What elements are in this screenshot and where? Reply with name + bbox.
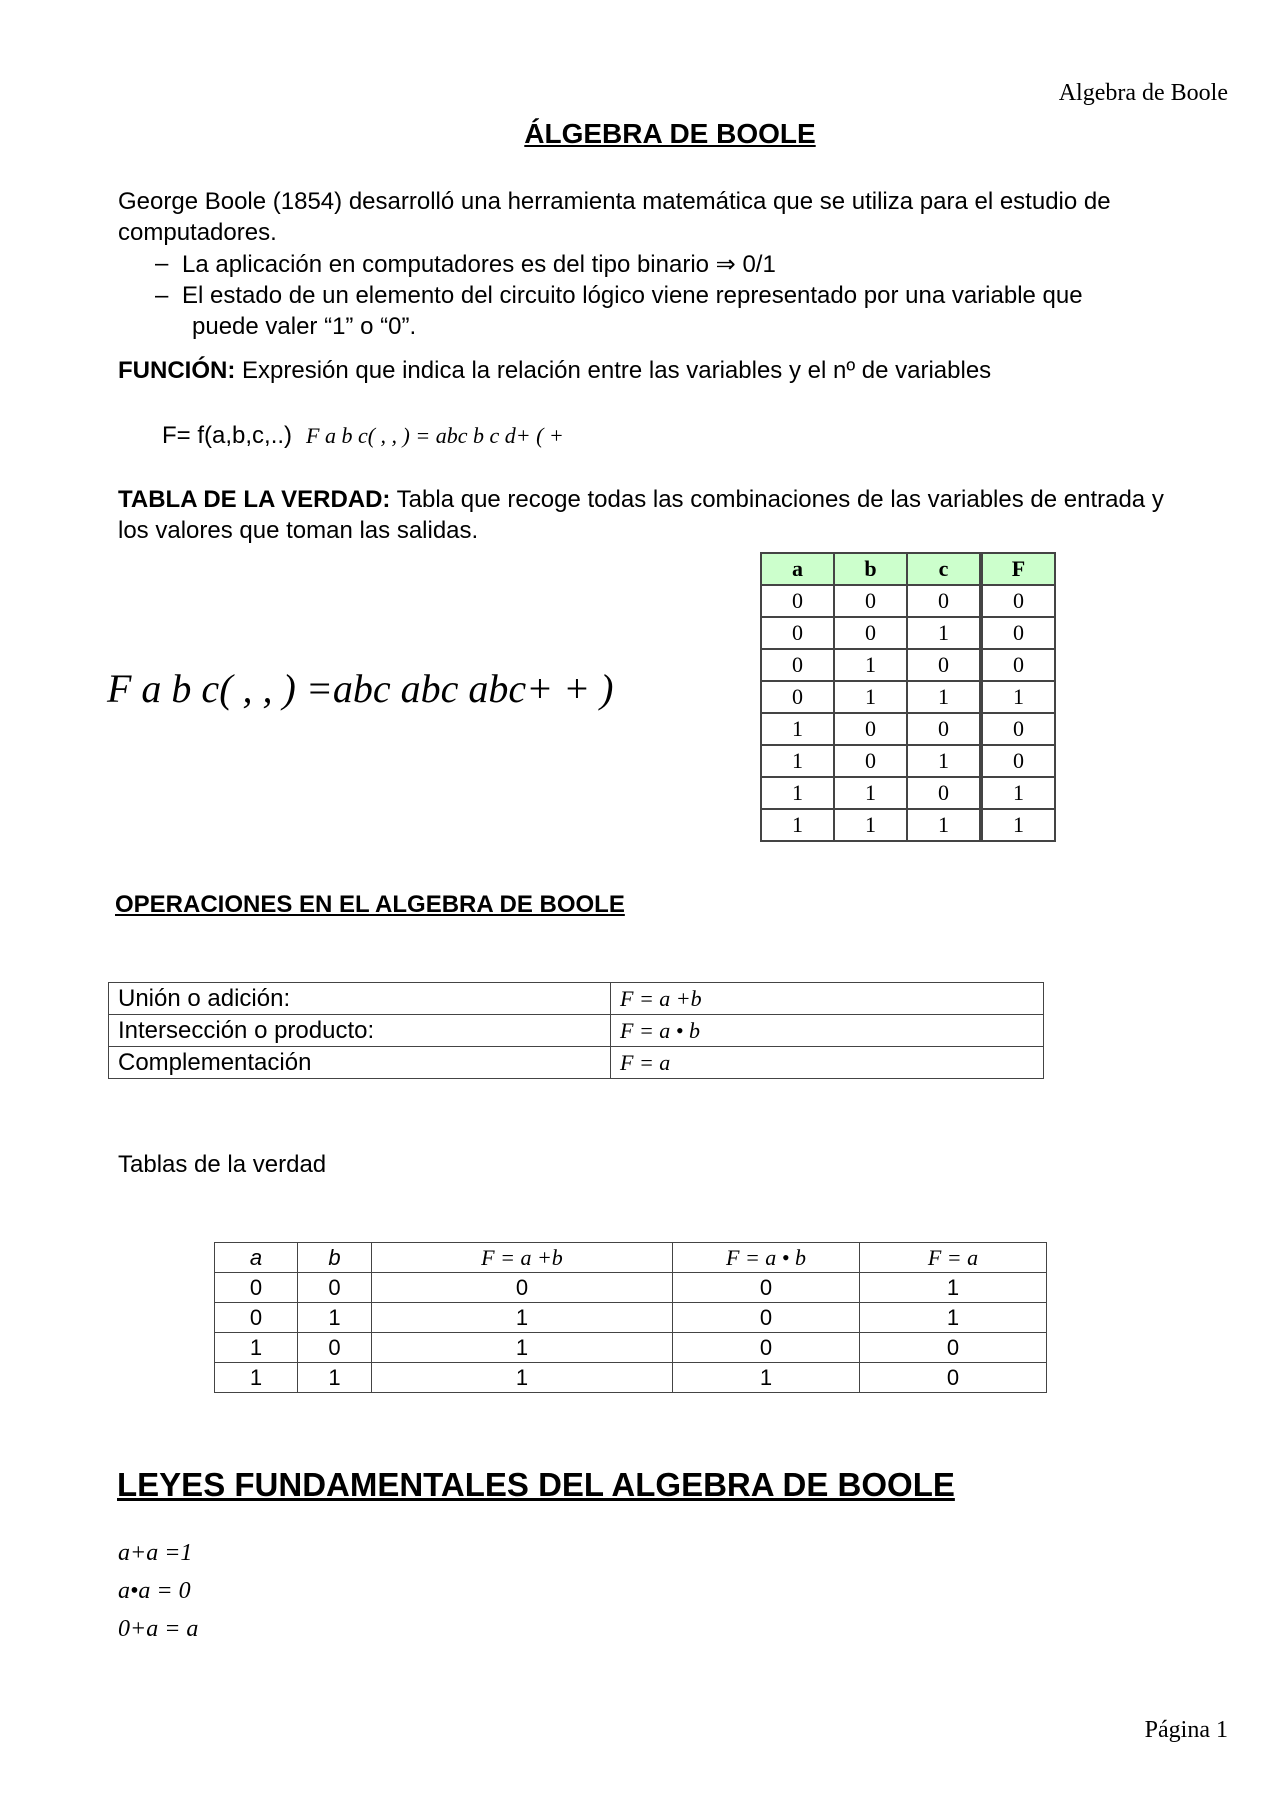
- table-cell: 1: [372, 1363, 673, 1393]
- table-cell: 0: [761, 585, 834, 617]
- header-cell: F = a: [860, 1243, 1047, 1273]
- table-header-row: [761, 553, 1055, 585]
- table-cell: 0: [907, 713, 981, 745]
- table-cell: 1: [834, 649, 907, 681]
- bullet-state-line-2: puede valer “1” o “0”.: [192, 313, 417, 340]
- table-header-row: [215, 1243, 1047, 1273]
- header-cell: F = a +b: [372, 1243, 673, 1273]
- table-cell: 1: [372, 1303, 673, 1333]
- laws-title: LEYES FUNDAMENTALES DEL ALGEBRA DE BOOLE: [117, 1466, 955, 1503]
- table-row: [215, 1363, 1047, 1393]
- table-cell: 0: [298, 1273, 372, 1303]
- funcion-text: Expresión que indica la relación entre las variables y el nº de variables: [235, 357, 992, 384]
- table-cell: 0: [215, 1303, 298, 1333]
- table-cell: 1: [215, 1363, 298, 1393]
- table-row: [215, 1273, 1047, 1303]
- table-row: [761, 585, 1055, 617]
- table-row: [109, 1047, 1044, 1079]
- table-cell: 0: [834, 617, 907, 649]
- table-cell: 1: [907, 681, 981, 713]
- table-cell: 0: [981, 745, 1055, 777]
- table-cell: 0: [860, 1333, 1047, 1363]
- table-cell: 1: [215, 1333, 298, 1363]
- truth-table: [760, 552, 1056, 842]
- table-cell: 1: [834, 681, 907, 713]
- table-cell: 0: [907, 777, 981, 809]
- truth-table-label: TABLA DE LA VERDAD:: [118, 486, 391, 513]
- table-cell: 1: [761, 809, 834, 841]
- operation-name: Unión o adición:: [109, 983, 611, 1015]
- table-row: [761, 777, 1055, 809]
- table-cell: 0: [673, 1333, 860, 1363]
- function-definition: F= f(a,b,c,..): [162, 422, 293, 449]
- table-row: [761, 713, 1055, 745]
- law-item: 0+a = a: [118, 1616, 199, 1642]
- header-cell: F: [981, 553, 1055, 585]
- table-row: [761, 745, 1055, 777]
- operation-name: Complementación: [109, 1047, 611, 1079]
- truth-table-text: Tabla que recoge todas las combinaciones de las variables de entrada y los valores que toman las salidas.: [118, 486, 1164, 544]
- table-cell: 1: [298, 1363, 372, 1393]
- operation-name: Intersección o producto:: [109, 1015, 611, 1047]
- table-cell: 1: [673, 1363, 860, 1393]
- table-row: [109, 983, 1044, 1015]
- header-cell: a: [761, 553, 834, 585]
- table-cell: 0: [761, 681, 834, 713]
- table-cell: 1: [761, 777, 834, 809]
- function-expression: F a b c( , , ) = abc b c d+ ( +: [306, 423, 564, 448]
- table-row: [761, 681, 1055, 713]
- law-item: a+a =1: [118, 1540, 193, 1566]
- truth-tables-label: Tablas de la verdad: [118, 1151, 327, 1178]
- table-cell: 1: [834, 777, 907, 809]
- operations-title: OPERACIONES EN EL ALGEBRA DE BOOLE: [115, 891, 625, 918]
- table-cell: 1: [907, 617, 981, 649]
- table-cell: 0: [298, 1333, 372, 1363]
- table-row: [761, 649, 1055, 681]
- table-cell: 0: [907, 649, 981, 681]
- bullet-binary: La aplicación en computadores es del tipo binario ⇒ 0/1: [182, 251, 776, 278]
- running-header: Algebra de Boole: [1058, 80, 1228, 106]
- header-cell: c: [907, 553, 981, 585]
- table-cell: 0: [834, 585, 907, 617]
- operation-formula: F = a: [611, 1047, 1044, 1079]
- table-cell: 1: [981, 777, 1055, 809]
- table-cell: 0: [372, 1273, 673, 1303]
- bullet-dash: –: [155, 282, 169, 309]
- table-row: [109, 1015, 1044, 1047]
- function-notation: [162, 422, 564, 450]
- table-cell: 1: [981, 681, 1055, 713]
- table-cell: 0: [981, 713, 1055, 745]
- operations-truth-table: [214, 1242, 1047, 1393]
- table-row: [215, 1303, 1047, 1333]
- table-cell: 1: [761, 745, 834, 777]
- table-row: [761, 809, 1055, 841]
- table-cell: 0: [981, 585, 1055, 617]
- intro-paragraph: George Boole (1854) desarrolló una herramienta matemática que se utiliza para el estudio de computadores.: [118, 188, 1111, 246]
- header-cell: F = a • b: [673, 1243, 860, 1273]
- header-cell: b: [298, 1243, 372, 1273]
- table-cell: 1: [907, 745, 981, 777]
- funcion-label: FUNCIÓN:: [118, 357, 236, 384]
- table-cell: 0: [673, 1273, 860, 1303]
- bullet-state-line-1: El estado de un elemento del circuito lógico viene representado por una variable que: [182, 282, 1083, 309]
- header-cell: b: [834, 553, 907, 585]
- table-cell: 0: [834, 713, 907, 745]
- table-cell: 0: [981, 649, 1055, 681]
- page-title: ÁLGEBRA DE BOOLE: [524, 118, 816, 149]
- table-cell: 0: [981, 617, 1055, 649]
- table-row: [761, 617, 1055, 649]
- law-item: a•a = 0: [118, 1578, 191, 1604]
- header-cell: a: [215, 1243, 298, 1273]
- example-formula: F a b c( , , ) =abc abc abc+ + ): [107, 666, 614, 711]
- table-cell: 0: [860, 1363, 1047, 1393]
- table-cell: 0: [907, 585, 981, 617]
- funcion-definition: [118, 357, 991, 385]
- operations-table: [108, 982, 1044, 1079]
- page-number: Página 1: [1144, 1717, 1228, 1743]
- table-cell: 0: [761, 649, 834, 681]
- bullet-dash: –: [155, 250, 169, 277]
- table-cell: 1: [981, 809, 1055, 841]
- truth-table-definition: [118, 484, 1178, 546]
- table-cell: 0: [215, 1273, 298, 1303]
- table-cell: 1: [298, 1303, 372, 1333]
- table-cell: 1: [761, 713, 834, 745]
- table-row: [215, 1333, 1047, 1363]
- table-cell: 0: [834, 745, 907, 777]
- table-cell: 1: [834, 809, 907, 841]
- operation-formula: F = a • b: [611, 1015, 1044, 1047]
- operation-formula: F = a +b: [611, 983, 1044, 1015]
- table-cell: 1: [860, 1303, 1047, 1333]
- table-cell: 1: [860, 1273, 1047, 1303]
- table-cell: 0: [761, 617, 834, 649]
- table-cell: 1: [907, 809, 981, 841]
- table-cell: 0: [673, 1303, 860, 1333]
- table-cell: 1: [372, 1333, 673, 1363]
